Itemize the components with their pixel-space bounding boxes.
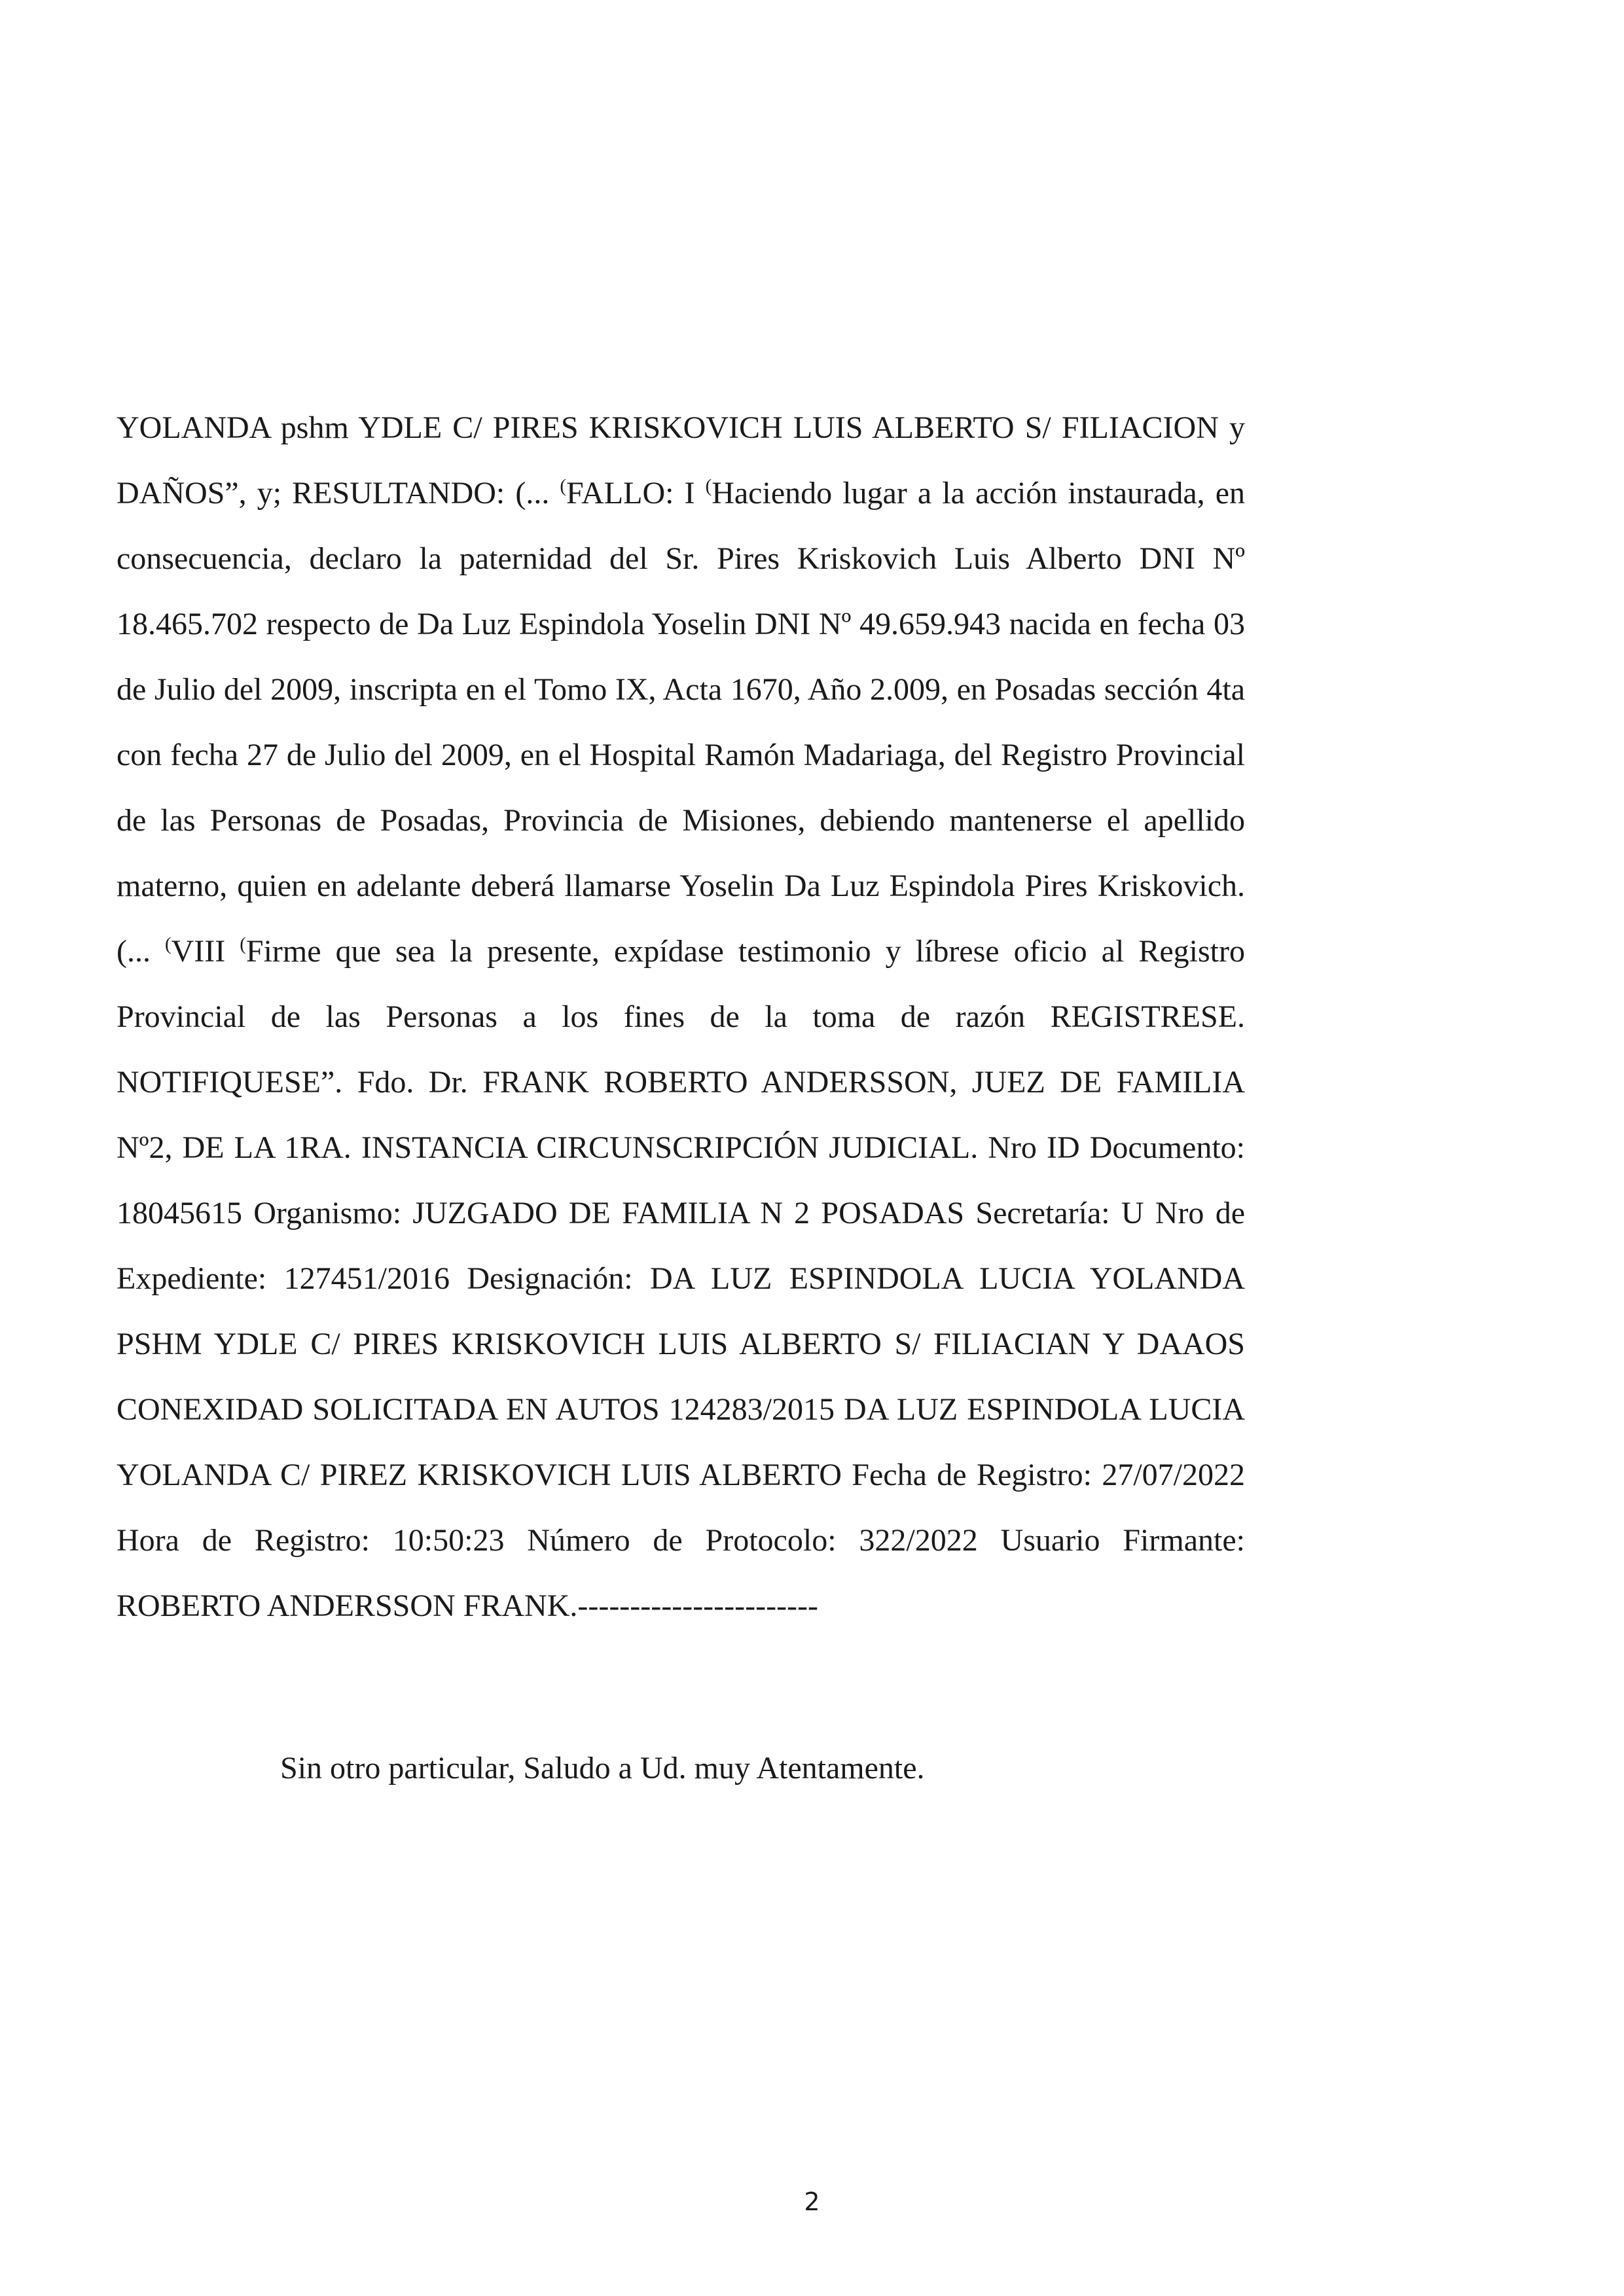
superscript-paren-3: ( — [165, 933, 171, 955]
body-text-part-3: Haciendo lugar a la acción instaurada, en consecuencia, declaro la paternidad del Sr. Pires Kriskovich Luis Alberto DNI Nº 18.465.702 respecto de Da Luz Espindola Yoselin DNI Nº 49.659.943 nacida en fecha 03 de Julio del 2009, inscripta en el Tomo IX, Acta 1670, Año 2.009, en Posadas sección 4ta con fecha 27 de Julio del 2009, en el Hospital Ramón Madariaga, del Registro Provincial de las Personas de Posadas, Provincia de Misiones, debiendo mantenerse el apellido materno, quien en adelante deberá llamarse Yoselin Da Luz Espindola Pires Kriskovich. (... — [117, 476, 1246, 969]
superscript-paren-2: ( — [705, 475, 712, 497]
body-text-part-4: VIII — [171, 934, 226, 969]
body-paragraph — [117, 395, 1245, 1639]
body-text-part-5: Firme que sea la presente, expídase testimonio y líbrese oficio al Registro Provincial de las Personas a los fines de la toma de razón REGISTRESE. NOTIFIQUESE”. Fdo. Dr. FRANK ROBERTO ANDERSSON, JUEZ DE FAMILIA Nº2, DE LA 1RA. INSTANCIA CIRCUNSCRIPCIÓN JUDICIAL. Nro ID Documento: 18045615 Organismo: JUZGADO DE FAMILIA N 2 POSADAS Secretaría: U Nro de Expediente: 127451/2016 Designación: DA LUZ ESPINDOLA LUCIA YOLANDA PSHM YDLE C/ PIRES KRISKOVICH LUIS ALBERTO S/ FILIACIAN Y DAAOS CONEXIDAD SOLICITADA EN AUTOS 124283/2015 DA LUZ ESPINDOLA LUCIA YOLANDA C/ PIREZ KRISKOVICH LUIS ALBERTO Fecha de Registro: 27/07/2022 Hora de Registro: 10:50:23 Número de Protocolo: 322/2022 Usuario Firmante: ROBERTO ANDERSSON FRANK.----------------------- — [117, 934, 1245, 1623]
page-number: 2 — [804, 2187, 820, 2216]
closing-line: Sin otro particular, Saludo a Ud. muy Atentamente. — [280, 1751, 925, 1785]
body-text-part-2: FALLO: I — [566, 476, 695, 511]
body-text-part-1: YOLANDA pshm YDLE C/ PIRES KRISKOVICH LUIS ALBERTO S/ FILIACION y DAÑOS”, y; RESULTANDO: (... — [117, 410, 1245, 511]
superscript-paren-1: ( — [560, 475, 566, 497]
superscript-paren-4: ( — [240, 933, 246, 955]
